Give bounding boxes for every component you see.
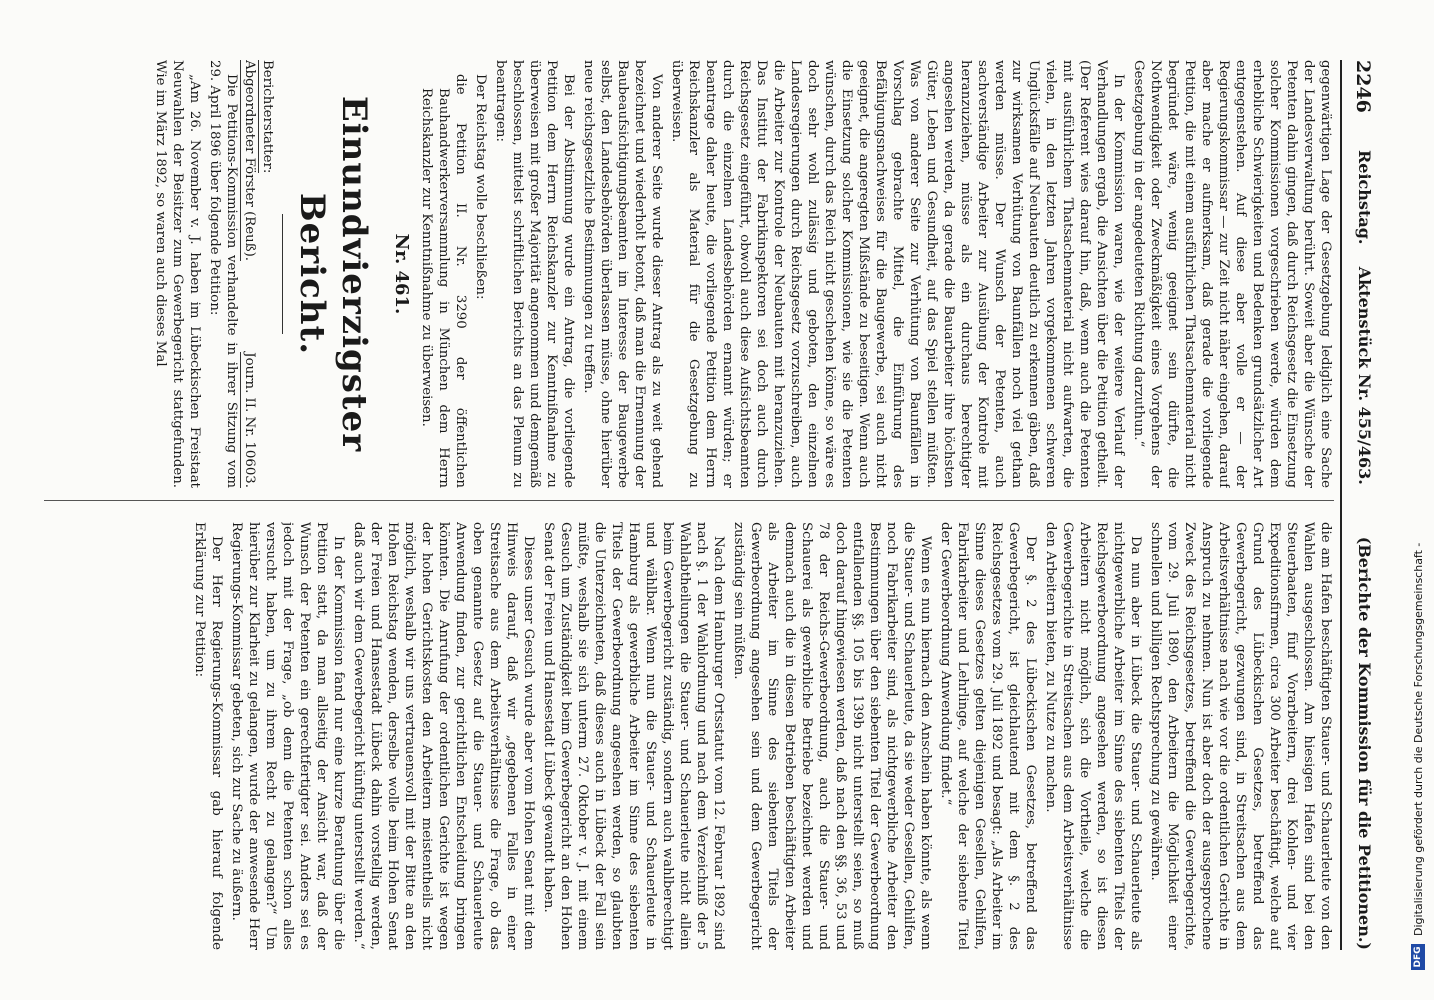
paragraph: die am Hafen beschäftigten Stauer- und Schauerleute von den Wahlen ausgeschlossen. Am hiesigen Hafen sind bei den Steuerbaaten, fünf Vorarbeitern, drei Kohlen- und vier Expeditionsfirmen, circa 300 Arbeiter beschäftigt, welche auf Grund des Lübeckischen Gesetzes, betreffend das Gewerbegericht, gezwungen sind, in Streitsachen aus dem Arbeitsverhältnisse nach wie vor die ordentlichen Gerichte in Anspruch zu nehmen. Nun ist aber doch der ausgesprochene Zweck des Reichsgesetzes, betreffend die Gewerbegerichte, vom 29. Juli 1890, den Arbeitern die Möglichkeit einer schnellen und billigen Rechtsprechung zu gewähren. xyxy=(1148,522,1333,950)
paragraph: In der Kommission fand nur eine kurze Berathung über die Petition statt, da man allseitig der Ansicht war, daß der Wunsch der Petenten ein gerechtfertigter sei. Anders sei es jedoch mit der Frage, „ob denn die Petenten schon alles versucht haben, um zu ihrem Recht zu gelangen?“ Um hierüber zur Klarheit zu gelangen, wurde der anwesende Herr Regierungs-Kommissar gebeten, sich zur Sache zu äußern. xyxy=(229,522,346,950)
rapporteur-row xyxy=(240,60,258,488)
paragraph: Die Petitions-Kommission verhandelte in ihrer Sitzung vom 29. April 1896 über folgende Petition: xyxy=(207,60,239,488)
title-rule xyxy=(282,214,283,334)
paragraph: Von anderer Seite wurde dieser Antrag als zu weit gehend bezeichnet und wiederholt betont, daß man die Ernennung der Baubeaufsichtigungsbeamten im Interesse der Baugewerbe selbst, den Landesbehörden überlassen müsse, ohne hierüber neue reichsgesetzliche Bestimmungen zu treffen. xyxy=(581,60,664,488)
header-center xyxy=(1355,150,1374,485)
paragraph: Wenn es nun hiernach den Anschein haben könnte, als wenn die Stauer- und Schauerleute, da sie weder Gesellen, Gehilfen, noch Fabrikarbeiter sind, als nichtgewerbliche Arbeiter den Bestimmungen über den siebenten Titel der Gewerbeordnung entfallenden §§. 105 bis 139b nicht unterstellt seien, so muß doch darauf hingewiesen werden, daß nach den §§. 36, 53 und 78 der Reichs-Gewerbeordnung, auch die Stauer- und Schauerei als gewerbliche Betriebe bezeichnet werden und demnach auch die in diesen Betrieben beschäftigten Arbeiter als Arbeiter im Sinne des siebenten Titels der Gewerbeordnung angesehen sein und dem Gewerbegericht zuständig sein müßten. xyxy=(731,522,933,950)
dfg-logo: DFG xyxy=(1411,944,1425,970)
header-rule xyxy=(1340,60,1342,950)
paragraph: Da nun aber in Lübeck die Stauer- und Schauerleute als nichtgewerbliche Arbeiter im Sinne des siebenten Titels der Reichsgewerbeordnung angesehen werden, so ist diesen Arbeitern nicht möglich, sich die Vortheile, welche die Gewerbegerichte in Streitsachen aus dem Arbeitsverhältnisse den Arbeitern bieten, zu Nutze zu machen. xyxy=(1043,522,1143,950)
paragraph: „Am 26. November v. J. haben im Lübeckischen Freistaat Neuwahlen der Beisitzer zum Gewerbegericht stattgefunden. Wie im März 1892, so waren auch dieses Mal xyxy=(153,60,202,488)
resolution: die Petition II. Nr. 3290 der öffentlichen Bauhandwerkerversammlung in München dem Herrn Reichskanzler zur Kenntnißnahme zu überweisen. xyxy=(419,74,468,488)
paragraph: Bei der Abstimmung wurde ein Antrag, die vorliegende Petition dem Herrn Reichskanzler zur Kenntnißnahme zu überweisen mit großer Majorität angenommen und demgemäß beschlossen, mittelst schriftlichen Berichts an das Plenum zu beantragen: xyxy=(493,60,576,488)
footer-text: Digitalisierung gefördert durch die Deutsche Forschungsgemeinschaft - xyxy=(1411,542,1425,936)
header-institution: Reichstag. xyxy=(1355,150,1374,245)
paragraph: Nach dem Hamburger Ortsstatut vom 12. Februar 1892 sind nach §. 1 der Wahlordnung und nach dem Verzeichniß der 5 Wahlabtheilungen die Stauer- und Schauerleute nicht allein beim Gewerbegericht zuständig, sondern auch wahlberechtigt und wählbar. Wenn nun die Stauer- und Schauerleute in Hamburg als gewerbliche Arbeiter im Sinne des siebenten Titels der Gewerbeordnung angesehen werden, so glaubten die Unterzeichneten, daß dieses auch in Lübeck der Fall sein müßte, weshalb sie sich unterm 27. Oktober v. J. mit einem Gesuch um Zuständigkeit beim Gewerbegericht an den Hohen Senat der Freien und Hansestadt Lübeck gewandt haben. xyxy=(541,522,726,950)
rapporteur-label-row xyxy=(258,60,276,488)
running-header xyxy=(1344,60,1374,950)
report-title: Einundvierzigster Bericht. xyxy=(292,95,374,453)
paragraph: Der §. 2 des Lübeckischen Gesetzes, betreffend das Gewerbegericht, ist gleichlautend mit dem §. 2 des Reichsgesetzes vom 29. Juli 1892 und besagt: „Als Arbeiter im Sinne dieses Gesetzes gelten diejenigen Gesellen, Gehilfen, Fabrikarbeiter und Lehrlinge, auf welche der siebente Titel der Gewerbeordnung Anwendung findet.“ xyxy=(938,522,1038,950)
left-column xyxy=(64,60,1334,488)
paragraph: Der Herr Regierungs-Kommissar gab hierauf folgende Erklärung zur Petition: xyxy=(192,522,224,950)
digitization-footer xyxy=(1406,0,1430,976)
header-section: (Berichte der Kommission für die Petitionen.) xyxy=(1355,536,1374,950)
document-number: Nr. 461. xyxy=(391,233,412,315)
right-column xyxy=(64,522,1334,950)
rapporteur-label: Berichterstatter: xyxy=(260,60,275,174)
column-divider xyxy=(44,500,1334,501)
rapporteur-name: Abgeordneter Förster (Reuß). xyxy=(242,60,257,262)
journal-reference: Journ. II. Nr. 10603. xyxy=(242,352,257,488)
paragraph: In der Kommission waren, wie der weitere Verlauf der Verhandlungen ergab, die Ansichten über die Petition getheilt. (Der Referent wies darauf hin, daß, wenn auch die Petenten mit ausführlichem Thatsachenmaterial nicht aufwarten, die vielen, in den letzten Jahren vorgekommenen schweren Unglücksfälle auf Neubauten deutlich zu erkennen gäben, daß zur wirksamen Verhütung von Baunfällen noch viel gethan werden müsse. Der Wunsch der Petenten, auch sachverständige Arbeiter zur Ausübung der Kontrole mit heranzuziehen, müsse als ein durchaus berechtigter angesehen werden, da gerade die Bauarbeiter ihre höchsten Güter, Leben und Gesundheit, auf das Spiel stellen müßten. Was von anderer Seite zur Verhütung von Baunfällen in Vorschlag gebrachte Mittel, die Einführung des Befähigungsnachweises für die Baugewerbe, sei auch nicht geeignet, die angeregten Mißstände zu beseitigen. Wenn auch die Einsetzung solcher Kommissionen, wie sie die Petenten wünschen, durch das Reich nicht geschehen könne, so wäre es doch sehr wohl zulässig und geboten, den einzelnen Landesregierungen durch Reichsgesetz vorzuschreiben, auch die Arbeiter zur Kontrole der Neubauten mit heranzuziehen. Das Institut der Fabrikinspektoren sei doch auch durch Reichsgesetz eingeführt, obwohl auch diese Aufsichtsbeamten durch die einzelnen Landesbehörden ernannt würden; er beantrage daher heute, die vorliegende Petition dem Herrn Reichskanzler als Material für die Gesetzgebung zu überweisen. xyxy=(669,60,1126,488)
paragraph: Der Reichstag wolle beschließen: xyxy=(473,74,488,300)
page-number: 2246 xyxy=(1352,60,1374,113)
header-document: Aktenstück Nr. 455/463. xyxy=(1355,266,1374,485)
paragraph: gegenwärtigen Lage der Gesetzgebung lediglich eine Sache der Landesverwaltung berührt. Soweit aber die Wünsche der Petenten dahin gingen, daß durch Reichsgesetz die Einsetzung solcher Kommissionen vorgeschrieben werde, würden dem erhebliche Schwierigkeiten und Bedenken grundsätzlicher Art entgegenstehen. Auf diese aber volle er — der Regierungskommissar — zur Zeit nicht näher eingehen, darauf aber mache er aufmerksam, daß gerade die vorliegende Petition, die mit einem ausführlichen Thatsachenmaterial nicht begründet wäre, wenig geeignet sein dürfte, die Nothwendigkeit oder Zweckmäßigkeit eines Vorgehens der Gesetzgebung in der angedeuteten Richtung darzuthun.“ xyxy=(1131,60,1333,488)
paragraph: Dieses unser Gesuch wurde aber vom Hohen Senat mit dem Hinweis darauf, daß wir „gegebenen Falles in einer Streitsache aus dem Arbeitsverhältnisse die Frage, ob das oben genannte Gesetz auf die Stauer- und Schauerleute Anwendung finden, zur gerichtlichen Entscheidung bringen könnten. Die Anrufung der ordentlichen Gerichte ist wegen der hohen Gerichtskosten den Arbeitern meistentheils nicht möglich, weshalb wir uns vertrauensvoll mit der Bitte an den Hohen Reichstag wenden, derselbe wolle beim Hohen Senat der Freien und Hansestadt Lübeck dahin vorstellig werden, daß auch wir dem Gewerbegericht künftig unterstellt werden.“ xyxy=(351,522,536,950)
